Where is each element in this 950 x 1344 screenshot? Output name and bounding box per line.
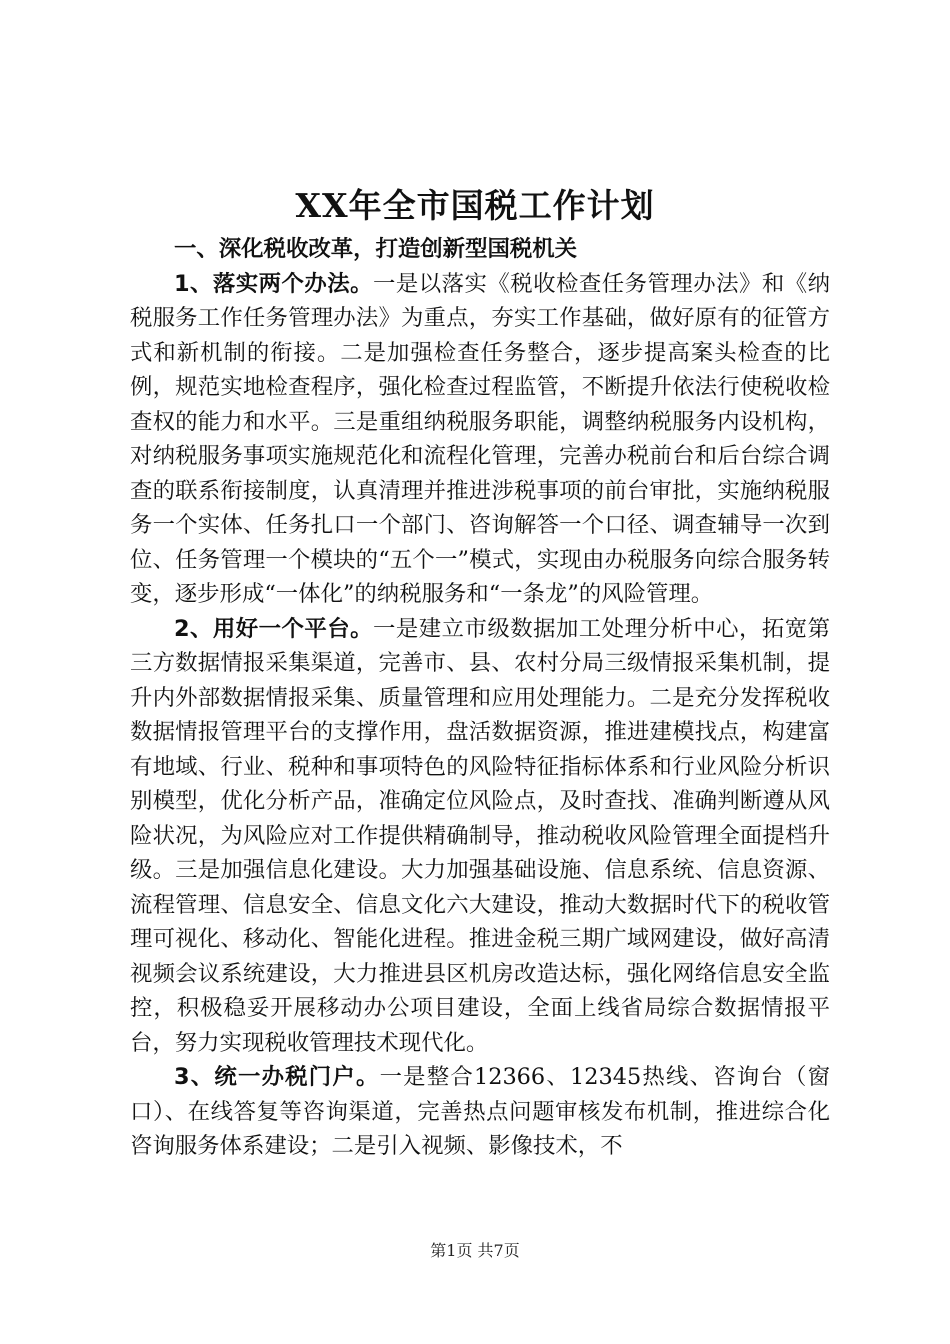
paragraph-3-lead: 3、统一办税门户。 (174, 1064, 380, 1090)
document-body (130, 232, 830, 1164)
page-total: 共7页 (477, 1241, 520, 1260)
page-number: 第1页 (430, 1241, 473, 1260)
paragraph-1-text: 一是以落实《税收检查任务管理办法》和《纳税服务工作任务管理办法》为重点，夯实工作基础，做好原有的征管方式和新机制的衔接。二是加强检查任务整合，逐步提高案头检查的比例，规范实地检查程序，强化检查过程监管，不断提升依法行使税收检查权的能力和水平。三是重组纳税服务职能，调整纳税服务内设机构，对纳税服务事项实施规范化和流程化管理，完善办税前台和后台综合调查的联系衔接制度，认真清理并推进涉税事项的前台审批，实施纳税服务一个实体、任务扎口一个部门、咨询解答一个口径、调查辅导一次到位、任务管理一个模块的“五个一”模式，实现由办税服务向综合服务转变，逐步形成“一体化”的纳税服务和“一条龙”的风险管理。 (130, 270, 830, 607)
paragraph-2-lead: 2、用好一个平台。 (174, 615, 374, 642)
paragraph-2 (130, 612, 830, 1061)
paragraph-2-text: 一是建立市级数据加工处理分析中心，拓宽第三方数据情报采集渠道，完善市、县、农村分局三级情报采集机制，提升内外部数据情报采集、质量管理和应用处理能力。二是充分发挥税收数据情报管理平台的支撑作用，盘活数据资源，推进建模找点，构建富有地域、行业、税种和事项特色的风险特征指标体系和行业风险分析识别模型，优化分析产品，准确定位风险点，及时查找、准确判断遵从风险状况，为风险应对工作提供精确制导，推动税收风险管理全面提档升级。三是加强信息化建设。大力加强基础设施、信息系统、信息资源、流程管理、信息安全、信息文化六大建设，推动大数据时代下的税收管理可视化、移动化、智能化进程。推进金税三期广域网建设，做好高清视频会议系统建设，大力推进县区机房改造达标，强化网络信息安全监控，积极稳妥开展移动办公项目建设，全面上线省局综合数据情报平台，努力实现税收管理技术现代化。 (130, 615, 830, 1056)
paragraph-1 (130, 267, 830, 612)
section-heading: 一、深化税收改革，打造创新型国税机关 (174, 236, 578, 262)
paragraph-3 (130, 1060, 830, 1164)
paragraph-3-text: 一是整合12366、12345热线、咨询台（窗口）、在线答复等咨询渠道，完善热点问题审核发布机制，推进综合化咨询服务体系建设；二是引入视频、影像技术，不 (130, 1064, 830, 1159)
document-title: XX年全市国税工作计划 (295, 186, 655, 225)
paragraph-1-lead: 1、落实两个办法。 (174, 270, 374, 297)
page-footer (0, 1240, 950, 1262)
